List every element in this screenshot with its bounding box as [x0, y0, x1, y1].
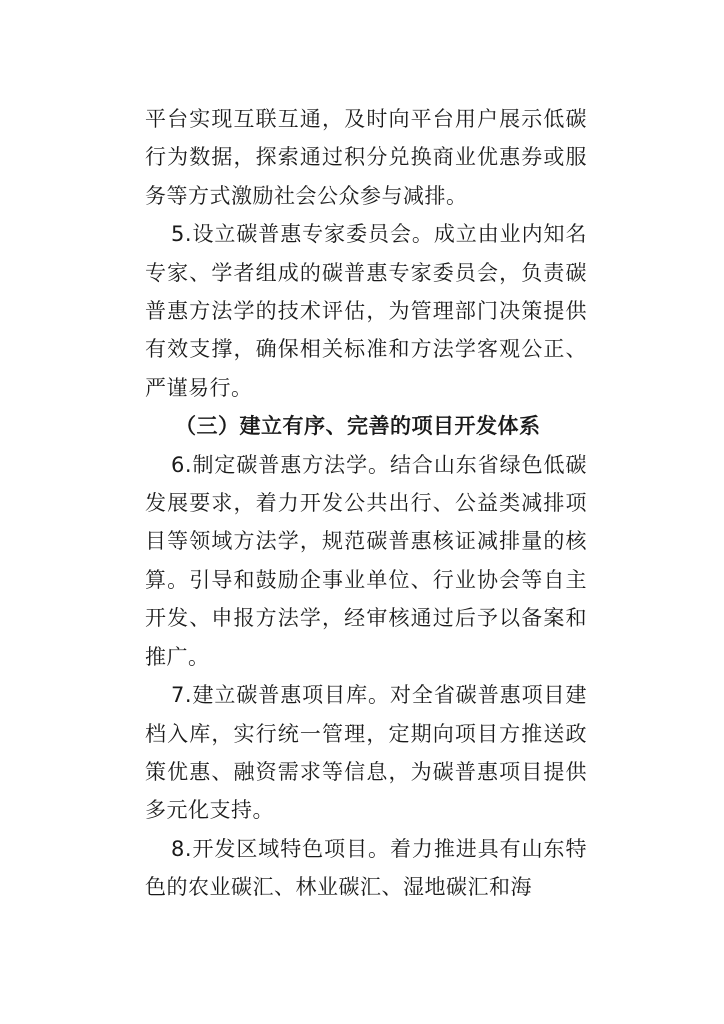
- paragraph-item-8: 8.开发区域特色项目。着力推进具有山东特色的农业碳汇、林业碳汇、湿地碳汇和海: [145, 836, 587, 900]
- paragraph-item-6: 6.制定碳普惠方法学。结合山东省绿色低碳发展要求，着力开发公共出行、公益类减排项目等领域方法学，规范碳普惠核证减排量的核算。引导和鼓励企事业单位、行业协会等自主开发、申报方法学，经审核通过后予以备案和推广。: [145, 452, 587, 669]
- paragraph-continuation: 平台实现互联互通，及时向平台用户展示低碳行为数据，探索通过积分兑换商业优惠券或服务等方式激励社会公众参与减排。: [145, 107, 587, 208]
- paragraph-item-7: 7.建立碳普惠项目库。对全省碳普惠项目建档入库，实行统一管理，定期向项目方推送政策优惠、融资需求等信息，为碳普惠项目提供多元化支持。: [145, 683, 587, 823]
- paragraph-item-5: 5.设立碳普惠专家委员会。成立由业内知名专家、学者组成的碳普惠专家委员会，负责碳普惠方法学的技术评估，为管理部门决策提供有效支撑，确保相关标准和方法学客观公正、严谨易行。: [145, 222, 587, 400]
- document-body: [145, 100, 587, 907]
- section-heading: （三）建立有序、完善的项目开发体系: [175, 414, 541, 439]
